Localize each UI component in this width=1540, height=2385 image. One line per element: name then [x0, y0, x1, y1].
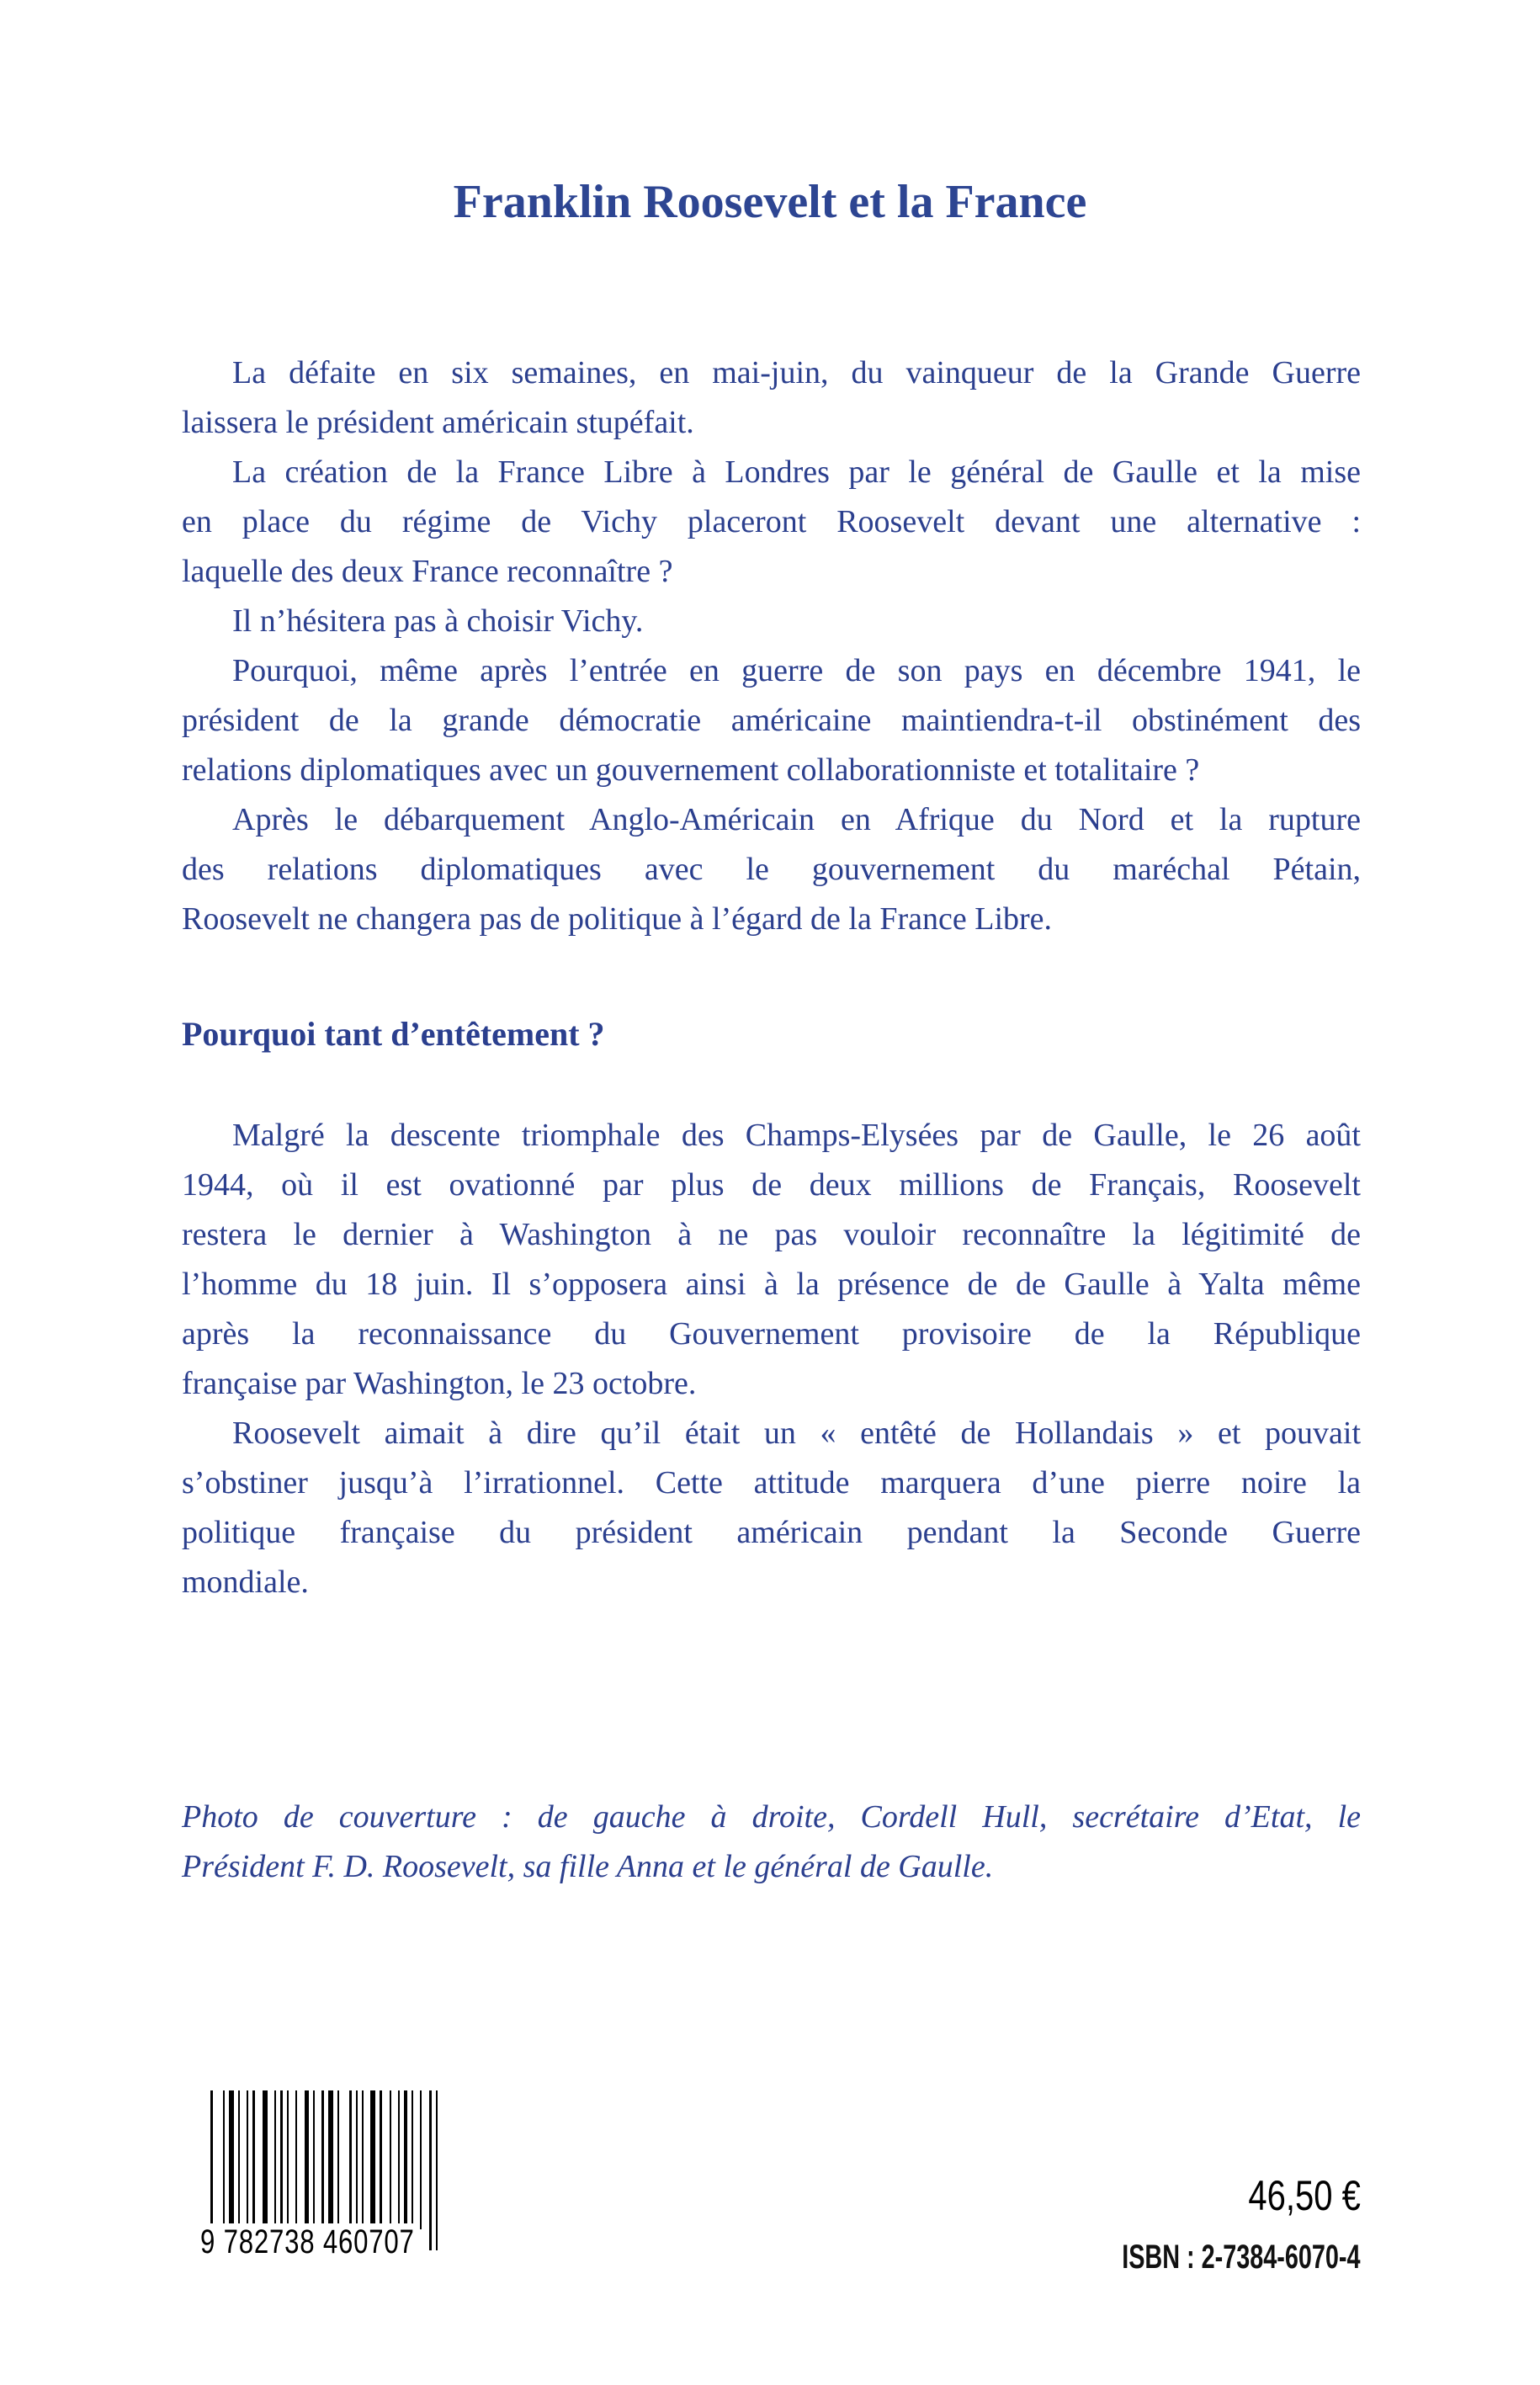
barcode-bar — [380, 2090, 382, 2229]
barcode-bar — [412, 2090, 413, 2229]
text-line: Président F. D. Roosevelt, sa fille Anna et le général de Gaulle. — [182, 1849, 994, 1884]
barcode-bar — [337, 2090, 339, 2229]
barcode-bar — [280, 2090, 283, 2229]
barcode-bar — [420, 2090, 422, 2229]
text-line: Pourquoi, même après l’entrée en guerre de son pays en décembre 1941, le — [232, 653, 1361, 688]
text-line: La création de la France Libre à Londres par le général de Gaulle et la mise — [232, 454, 1361, 490]
text-line: Il n’hésitera pas à choisir Vichy. — [232, 603, 644, 639]
body-text — [182, 1111, 1361, 1607]
barcode-bar — [238, 2090, 240, 2229]
text-line: française par Washington, le 23 octobre. — [182, 1366, 697, 1401]
barcode-bar — [252, 2090, 255, 2229]
barcode-bar — [398, 2090, 400, 2229]
text-line: politique française du président américain pendant la Seconde Guerre — [182, 1515, 1361, 1550]
intro-text — [182, 348, 1361, 944]
text-line: des relations diplomatiques avec le gouvernement du maréchal Pétain, — [182, 852, 1361, 887]
barcode-bar — [274, 2090, 276, 2229]
text-line: relations diplomatiques avec un gouvernement collaborationniste et totalitaire ? — [182, 752, 1200, 788]
text-line: Roosevelt ne changera pas de politique à l’égard de la France Libre. — [182, 901, 1053, 937]
barcode-bar — [313, 2090, 315, 2229]
barcode-bar — [229, 2090, 234, 2229]
text-line: s’obstiner jusqu’à l’irrationnel. Cette attitude marquera d’une pierre noire la — [182, 1465, 1361, 1501]
barcode-bar — [305, 2090, 309, 2229]
text-line: l’homme du 18 juin. Il s’opposera ainsi à la présence de de Gaulle à Yalta même — [182, 1267, 1361, 1302]
text-line: La défaite en six semaines, en mai-juin, du vainqueur de la Grande Guerre — [232, 355, 1361, 390]
barcode-bar — [362, 2090, 364, 2229]
text-line: Photo de couverture : de gauche à droite, Cordell Hull, secrétaire d’Etat, le — [182, 1799, 1361, 1835]
barcode-bar — [287, 2090, 289, 2229]
barcode-bar — [390, 2090, 391, 2229]
text-line: mondiale. — [182, 1564, 309, 1600]
text-line: président de la grande démocratie américaine maintiendra-t-il obstinément des — [182, 703, 1361, 738]
barcode-bar — [247, 2090, 248, 2229]
text-line: restera le dernier à Washington à ne pas vouloir reconnaître la légitimité de — [182, 1217, 1361, 1252]
barcode-bar — [356, 2090, 358, 2229]
text-line: après la reconnaissance du Gouvernement provisoire de la République — [182, 1316, 1361, 1352]
text-line: laissera le président américain stupéfait. — [182, 405, 694, 440]
barcode-bar — [349, 2090, 352, 2229]
cover-photo-caption — [182, 1793, 1361, 1892]
barcode — [200, 2090, 486, 2259]
price: 46,50 € — [1248, 2172, 1361, 2219]
section-heading: Pourquoi tant d’entêtement ? — [182, 1015, 605, 1053]
text-line: Après le débarquement Anglo-Américain en Afrique du Nord et la rupture — [232, 802, 1361, 837]
isbn: ISBN : 2-7384-6070-4 — [1122, 2239, 1361, 2276]
barcode-bar — [295, 2090, 297, 2229]
text-line: laquelle des deux France reconnaître ? — [182, 554, 673, 589]
barcode-bar — [263, 2090, 268, 2229]
text-line: en place du régime de Vichy placeront Roosevelt devant une alternative : — [182, 504, 1361, 539]
book-title: Franklin Roosevelt et la France — [453, 175, 1087, 228]
text-line: 1944, où il est ovationné par plus de deux millions de Français, Roosevelt — [182, 1167, 1361, 1203]
barcode-bar — [404, 2090, 407, 2229]
text-line: Roosevelt aimait à dire qu’il était un « entêté de Hollandais » et pouvait — [232, 1416, 1361, 1451]
barcode-bar — [370, 2090, 375, 2229]
text-line: Malgré la descente triomphale des Champs-Elysées par de Gaulle, le 26 août — [232, 1118, 1361, 1153]
barcode-bar — [429, 2090, 432, 2250]
barcode-bar — [436, 2090, 438, 2250]
barcode-digits: 9 782738 460707 — [200, 2223, 415, 2260]
